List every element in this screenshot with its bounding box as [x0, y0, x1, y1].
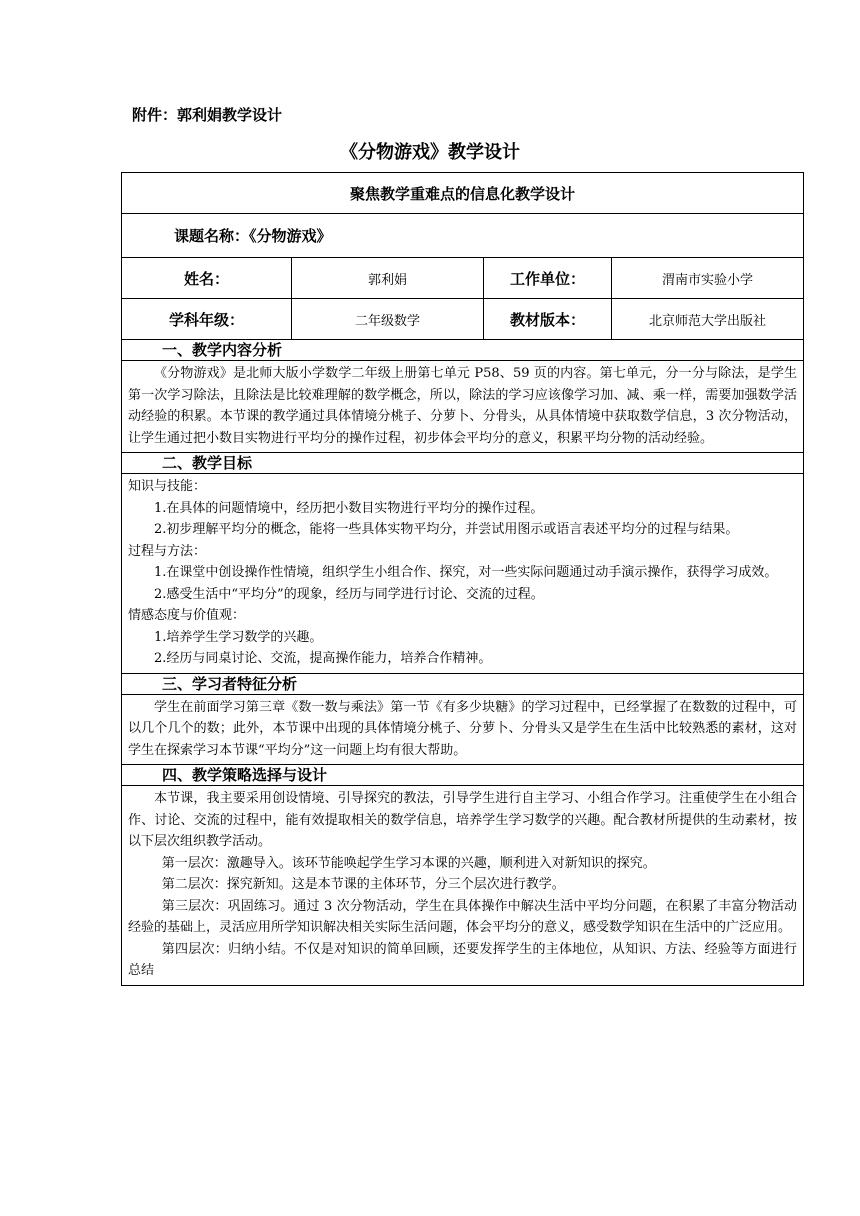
paragraph: 2.经历与同桌讨论、交流，提高操作能力，培养合作精神。: [154, 651, 492, 666]
section-heading-strategy: 四、教学策略选择与设计: [122, 765, 804, 786]
paragraph: 第一层次：激趣导入。该环节能唤起学生学习本课的兴趣，顺利进入对新知识的探究。: [161, 855, 656, 871]
paragraph: 《分物游戏》是北师大版小学数学二年级上册第七单元 P58、59 页的内容。第七单元，分一分与除法，是学生第一次学习除法，且除法是比较难理解的数学概念，所以，除法的学习应该像学习加、减、乘一样，需要加强数学活动经验的积累。本节课的教学通过具体情境分桃子、分萝卜、分骨头，从具体情境中获取数学信息，3 次分物活动，让学生通过把小数目实物进行平均分的操作过程，初步体会平均分的意义，积累平均分物的活动经验。: [128, 366, 798, 446]
subheading: 知识与技能：: [128, 479, 207, 494]
section-body-learner-analysis: [122, 694, 804, 765]
section-heading-learner-analysis: 三、学习者特征分析: [122, 673, 804, 694]
document-title: 《分物游戏》教学设计: [340, 142, 520, 163]
subheading: 情感态度与价值观：: [128, 608, 246, 623]
attachment-label: 附件：郭利娟教学设计: [132, 106, 283, 124]
table-banner: 聚焦教学重难点的信息化教学设计: [122, 173, 804, 214]
name-value: 郭利娟: [292, 258, 484, 299]
paragraph: 1.在具体的问题情境中，经历把小数目实物进行平均分的操作过程。: [154, 500, 544, 516]
section-heading-objectives: 二、教学目标: [122, 453, 804, 474]
design-table: [121, 172, 804, 986]
name-label: 姓名：: [122, 258, 292, 299]
section-body-content-analysis: [122, 361, 804, 453]
subheading: 过程与方法：: [128, 543, 207, 559]
unit-value: 渭南市实验小学: [612, 258, 804, 299]
grade-label: 学科年级：: [122, 299, 292, 340]
unit-label: 工作单位：: [484, 258, 612, 299]
paragraph: 学生在前面学习第三章《数一数与乘法》第一节《有多少块糖》的学习过程中，已经掌握了在数数的过程中，可以几个几个的数；此外，本节课中出现的具体情境分桃子、分萝卜、分骨头又是学生在生活中比较熟悉的素材，这对学生在探索学习本节课“平均分”这一问题上均有很大帮助。: [128, 699, 798, 758]
section-heading-content-analysis: 一、教学内容分析: [122, 340, 804, 361]
paragraph: 第四层次：归纳小结。不仅是对知识的简单回顾，还要发挥学生的主体地位，从知识、方法、经验等方面进行总结: [128, 941, 798, 978]
edition-label: 教材版本：: [484, 299, 612, 340]
paragraph: 本节课，我主要采用创设情境、引导探究的教法，引导学生进行自主学习、小组合作学习。注重使学生在小组合作、讨论、交流的过程中，能有效提取相关的数学信息，培养学生学习数学的兴趣。配合教材所提供的生动素材，按以下层次组织教学活动。: [128, 791, 798, 849]
section-body-objectives: [122, 474, 804, 674]
grade-value: 二年级数学: [292, 299, 484, 340]
paragraph: 2.初步理解平均分的概念，能将一些具体实物平均分，并尝试用图示或语言表述平均分的过程与结果。: [154, 522, 739, 537]
edition-value: 北京师范大学出版社: [612, 299, 804, 340]
paragraph: 1.培养学生学习数学的兴趣。: [154, 629, 323, 645]
paragraph: 1.在课堂中创设操作性情境，组织学生小组合作、探究，对一些实际问题通过动手演示操作，获得学习成效。: [154, 565, 778, 580]
paragraph: 第三层次：巩固练习。通过 3 次分物活动，学生在具体操作中解决生活中平均分问题，在积累了丰富分物活动经验的基础上，灵活应用所学知识解决相关实际生活问题，体会平均分的意义，感受数学知识在生活中的广泛应用。: [128, 898, 798, 935]
topic-name: 课题名称：《分物游戏》: [122, 214, 804, 258]
section-body-strategy: [122, 786, 804, 986]
paragraph: 第二层次：探究新知。这是本节课的主体环节，分三个层次进行教学。: [161, 877, 565, 892]
paragraph: 2.感受生活中“平均分”的现象，经历与同学进行讨论、交流的过程。: [154, 586, 544, 602]
